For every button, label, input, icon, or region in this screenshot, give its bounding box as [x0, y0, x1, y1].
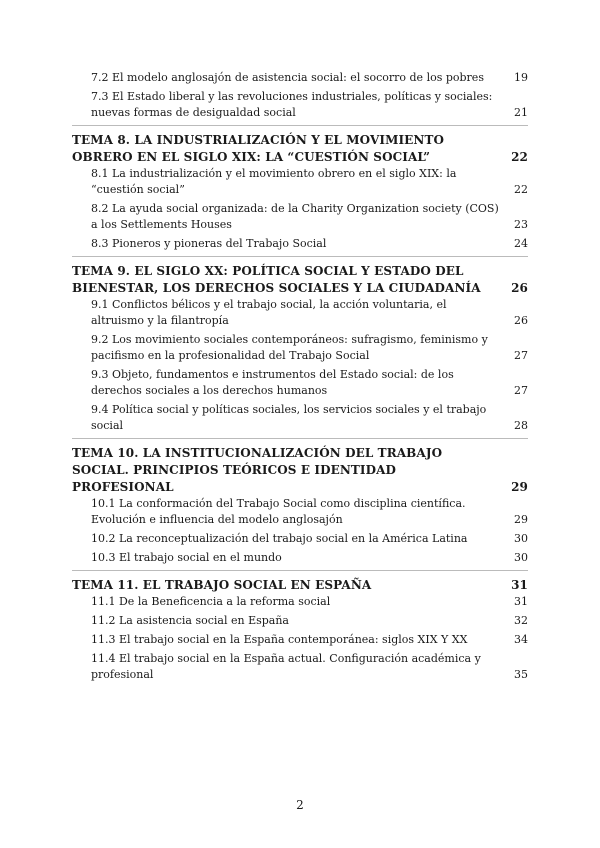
toc-chapter-heading[interactable] — [72, 445, 528, 496]
toc-entry-title: 9.1 Conflictos bélicos y el trabajo social, la acción voluntaria, el altruismo y la filantropía — [91, 298, 447, 327]
toc-entry-page: 23 — [514, 218, 528, 231]
toc-entry-title: 10.3 El trabajo social en el mundo — [91, 551, 282, 564]
toc-entry[interactable] — [91, 297, 528, 329]
toc-chapter-heading[interactable] — [72, 577, 528, 594]
toc-entry-title: 10.1 La conformación del Trabajo Social como disciplina científica. Evolución e influencia del modelo anglosajón — [91, 497, 466, 526]
toc-entry-title: 11.3 El trabajo social en la España contemporánea: siglos XIX Y XX — [91, 633, 468, 646]
toc-entry-page: 24 — [514, 237, 528, 250]
toc-entry[interactable] — [91, 550, 528, 566]
toc-entry-page: 22 — [511, 150, 528, 164]
page-number: 2 — [296, 798, 304, 812]
toc-entry[interactable] — [91, 332, 528, 364]
toc-entry-title: 11.2 La asistencia social en España — [91, 614, 289, 627]
toc-entry-page: 26 — [511, 281, 528, 295]
toc-entry-title: 7.2 El modelo anglosajón de asistencia social: el socorro de los pobres — [91, 71, 484, 84]
toc-entry-page: 21 — [514, 106, 528, 119]
toc-entry[interactable] — [91, 613, 528, 629]
toc-entry[interactable] — [91, 201, 528, 233]
toc-entry-page: 28 — [514, 419, 528, 432]
toc-entry-title: 8.2 La ayuda social organizada: de la Charity Organization society (COS) a los Settlements Houses — [91, 202, 499, 231]
toc-entry[interactable] — [91, 89, 528, 121]
toc-entry-title: 11.1 De la Beneficencia a la reforma social — [91, 595, 331, 608]
toc-entry-page: 34 — [514, 633, 528, 646]
toc-entry-page: 29 — [514, 513, 528, 526]
toc-entry-page: 29 — [511, 480, 528, 494]
toc-entry-page: 19 — [514, 71, 528, 84]
toc-entry[interactable] — [91, 70, 528, 86]
toc-entry[interactable] — [91, 632, 528, 648]
toc-entry[interactable] — [91, 166, 528, 198]
toc-entry-title: 7.3 El Estado liberal y las revoluciones industriales, políticas y sociales: nuevas formas de desigualdad social — [91, 90, 493, 119]
toc-entry-title: TEMA 8. LA INDUSTRIALIZACIÓN Y EL MOVIMIENTO OBRERO EN EL SIGLO XIX: LA “CUESTIÓN SOCIAL” — [72, 133, 445, 164]
section-divider — [72, 438, 528, 439]
toc-chapter-heading[interactable] — [72, 263, 528, 297]
toc-entry-title: TEMA 10. LA INSTITUCIONALIZACIÓN DEL TRABAJO SOCIAL. PRINCIPIOS TEÓRICOS E IDENTIDAD PROFESIONAL — [72, 446, 443, 494]
toc-entry-title: 8.1 La industrialización y el movimiento obrero en el siglo XIX: la “cuestión social” — [91, 167, 457, 196]
section-divider — [72, 125, 528, 126]
toc-entry-page: 30 — [514, 551, 528, 564]
toc-entry[interactable] — [91, 367, 528, 399]
toc-entry-title: 9.2 Los movimiento sociales contemporáneos: sufragismo, feminismo y pacifismo en la profesionalidad del Trabajo Social — [91, 333, 488, 362]
toc-entry-page: 32 — [514, 614, 528, 627]
toc-entry-title: 9.3 Objeto, fundamentos e instrumentos del Estado social: de los derechos sociales a los derechos humanos — [91, 368, 454, 397]
toc-entry[interactable] — [91, 402, 528, 434]
toc-entry-page: 30 — [514, 532, 528, 545]
toc-entry-title: 9.4 Política social y políticas sociales, los servicios sociales y el trabajo social — [91, 403, 487, 432]
toc-entry-title: TEMA 9. EL SIGLO XX: POLÍTICA SOCIAL Y ESTADO DEL BIENESTAR, LOS DERECHOS SOCIALES Y LA CIUDADANÍA — [72, 264, 481, 295]
toc-entry[interactable] — [91, 531, 528, 547]
section-divider — [72, 256, 528, 257]
toc-entry-title: 8.3 Pioneros y pioneras del Trabajo Social — [91, 237, 327, 250]
toc-entry-page: 31 — [511, 578, 528, 592]
toc-entry[interactable] — [91, 496, 528, 528]
toc-chapter-heading[interactable] — [72, 132, 528, 166]
toc-entry-page: 27 — [514, 384, 528, 397]
toc-entry-page: 22 — [514, 183, 528, 196]
toc-entry-page: 31 — [514, 595, 528, 608]
section-divider — [72, 570, 528, 571]
toc-entry-page: 27 — [514, 349, 528, 362]
toc-entry-title: 10.2 La reconceptualización del trabajo social en la América Latina — [91, 532, 468, 545]
toc-entry[interactable] — [91, 236, 528, 252]
table-of-contents — [72, 70, 528, 683]
toc-entry[interactable] — [91, 651, 528, 683]
toc-entry-page: 26 — [514, 314, 528, 327]
toc-entry-page: 35 — [514, 668, 528, 681]
toc-entry[interactable] — [91, 594, 528, 610]
toc-entry-title: 11.4 El trabajo social en la España actual. Configuración académica y profesional — [91, 652, 481, 681]
toc-entry-title: TEMA 11. EL TRABAJO SOCIAL EN ESPAÑA — [72, 578, 372, 592]
